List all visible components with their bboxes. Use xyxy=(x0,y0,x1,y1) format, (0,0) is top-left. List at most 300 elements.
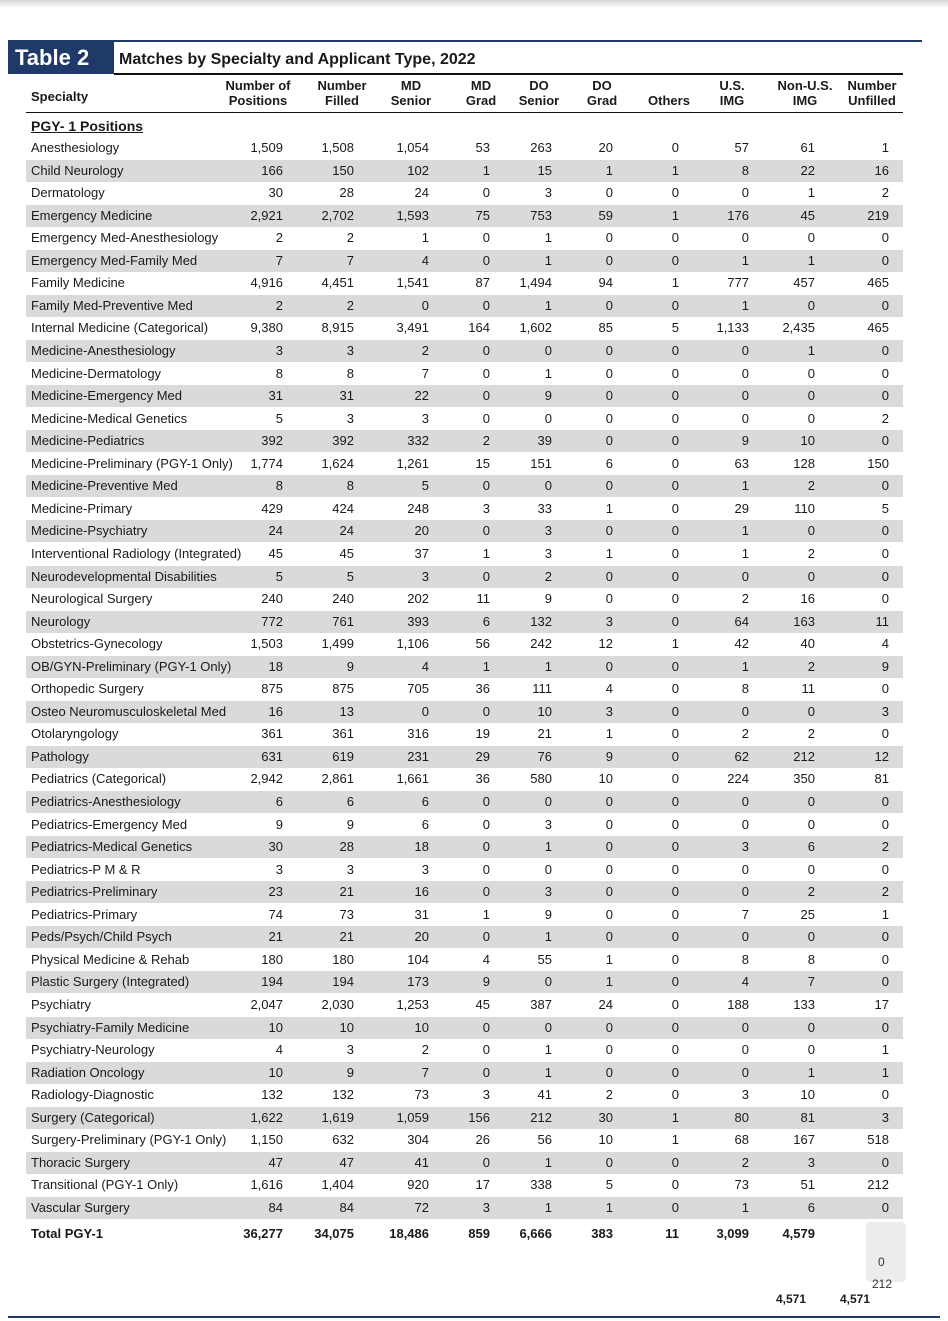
filled-cell: 84 xyxy=(339,1199,354,1215)
positions-cell: 18 xyxy=(268,658,283,674)
md-senior-cell: 20 xyxy=(414,929,429,945)
unfilled-cell: 0 xyxy=(881,726,889,742)
filled-cell: 13 xyxy=(339,703,354,719)
filled-cell: 1,508 xyxy=(321,140,354,155)
specialty-cell: Emergency Med-Anesthesiology xyxy=(31,230,219,246)
filled-cell: 47 xyxy=(339,1154,354,1170)
md-grad-cell: 156 xyxy=(468,1109,490,1125)
positions-cell: 875 xyxy=(261,681,283,697)
us-img-cell: 8 xyxy=(741,162,749,178)
md-senior-cell: 1,541 xyxy=(396,275,429,291)
md-senior-cell: 18 xyxy=(414,839,429,855)
do-grad-cell: 1 xyxy=(605,951,613,967)
specialty-cell: Peds/Psych/Child Psych xyxy=(31,929,172,945)
md-senior-cell: 0 xyxy=(421,297,429,313)
others-cell: 0 xyxy=(671,771,679,787)
unfilled-cell: 1 xyxy=(881,140,889,155)
non-us-img-cell: 2 xyxy=(807,884,815,900)
md-senior-cell: 3 xyxy=(421,568,429,584)
non-us-img-cell: 45 xyxy=(800,207,815,223)
md-grad-cell: 75 xyxy=(475,207,490,223)
md-senior-cell: 4 xyxy=(421,252,429,268)
do-grad-cell: 59 xyxy=(598,207,613,223)
positions-cell: 24 xyxy=(268,523,283,539)
filled-cell: 8 xyxy=(346,478,354,494)
others-cell: 0 xyxy=(671,884,679,900)
others-cell: 0 xyxy=(671,433,679,449)
others-cell: 0 xyxy=(671,1042,679,1057)
us-img-cell: 0 xyxy=(741,1042,749,1057)
table-row xyxy=(26,768,903,790)
md-grad-cell: 0 xyxy=(482,568,490,584)
do-senior-cell: 1 xyxy=(544,658,552,674)
table-tag: Table 2 xyxy=(8,42,114,74)
table-row xyxy=(26,340,903,362)
total-row xyxy=(26,1223,903,1245)
unfilled-cell: 5 xyxy=(881,500,889,516)
filled-cell: 392 xyxy=(332,433,354,449)
md-senior-cell: 73 xyxy=(414,1087,429,1103)
md-grad-cell: 164 xyxy=(468,320,490,336)
filled-cell: 4,451 xyxy=(321,275,354,291)
positions-cell: 240 xyxy=(261,591,283,606)
positions-cell: 30 xyxy=(268,839,283,855)
us-img-cell: 1 xyxy=(741,252,749,268)
unfilled-cell: 0 xyxy=(881,230,889,246)
md-senior-cell: 2 xyxy=(421,1042,429,1057)
unfilled-cell: 219 xyxy=(867,207,889,223)
do-senior-cell: 2 xyxy=(544,568,552,584)
do-senior-cell: 3 xyxy=(544,884,552,900)
do-grad-cell: 1 xyxy=(605,974,613,990)
filled-cell: 2,861 xyxy=(321,771,354,787)
md-grad-cell: 0 xyxy=(482,1064,490,1080)
md-grad-cell: 1 xyxy=(482,162,490,178)
us-img-cell: 777 xyxy=(727,275,749,291)
us-img-cell: 1 xyxy=(741,1199,749,1215)
specialty-cell: Transitional (PGY-1 Only) xyxy=(31,1177,179,1193)
non-us-img-cell: 163 xyxy=(793,613,815,629)
do-grad-cell: 0 xyxy=(605,1042,613,1057)
md-grad-cell: 36 xyxy=(475,681,490,697)
others-cell: 0 xyxy=(671,478,679,494)
table-row xyxy=(26,137,903,159)
do-senior-cell: 387 xyxy=(530,996,552,1012)
us-img-cell: 224 xyxy=(727,771,749,787)
md-grad-cell: 0 xyxy=(482,388,490,404)
positions-cell: 10 xyxy=(268,1019,283,1035)
table-row xyxy=(26,611,903,633)
unfilled-cell: 0 xyxy=(881,433,889,449)
positions-cell: 16 xyxy=(268,703,283,719)
filled-cell: 2 xyxy=(346,297,354,313)
do-senior-cell: 338 xyxy=(530,1177,552,1193)
specialty-cell: Pediatrics-Primary xyxy=(31,906,138,922)
positions-cell: 36,277 xyxy=(243,1226,283,1242)
specialty-cell: Medicine-Dermatology xyxy=(31,365,162,381)
unfilled-cell: 9 xyxy=(881,658,889,674)
non-us-img-cell: 128 xyxy=(793,455,815,471)
do-senior-cell: 21 xyxy=(537,726,552,742)
md-grad-cell: 53 xyxy=(475,140,490,155)
non-us-img-cell: 350 xyxy=(793,771,815,787)
specialty-cell: Child Neurology xyxy=(31,162,124,178)
unfilled-cell: 1 xyxy=(881,1042,889,1057)
md-grad-cell: 45 xyxy=(475,996,490,1012)
do-grad-cell: 94 xyxy=(598,275,613,291)
specialty-cell: Orthopedic Surgery xyxy=(31,681,144,697)
header-others: Others xyxy=(648,93,690,108)
md-grad-cell: 0 xyxy=(482,343,490,358)
table-row xyxy=(26,1129,903,1151)
non-us-img-cell: 7 xyxy=(807,974,815,990)
others-cell: 1 xyxy=(671,162,679,178)
do-grad-cell: 0 xyxy=(605,343,613,358)
table-row xyxy=(26,949,903,971)
do-grad-cell: 0 xyxy=(605,1019,613,1035)
positions-cell: 392 xyxy=(261,433,283,449)
table-row xyxy=(26,317,903,339)
positions-cell: 84 xyxy=(268,1199,283,1215)
do-grad-cell: 3 xyxy=(605,703,613,719)
filled-cell: 875 xyxy=(332,681,354,697)
others-cell: 0 xyxy=(671,500,679,516)
non-us-img-cell: 0 xyxy=(807,365,815,381)
us-img-cell: 0 xyxy=(741,1019,749,1035)
unfilled-cell: 0 xyxy=(881,1199,889,1215)
us-img-cell: 0 xyxy=(741,861,749,877)
specialty-cell: Psychiatry-Family Medicine xyxy=(31,1019,190,1035)
header-filled: Number Filled xyxy=(317,78,367,108)
top-edge-shadow xyxy=(0,0,948,8)
non-us-img-cell: 0 xyxy=(807,816,815,832)
others-cell: 0 xyxy=(671,929,679,945)
md-grad-cell: 29 xyxy=(475,748,490,764)
others-cell: 0 xyxy=(671,839,679,855)
table-row xyxy=(26,1084,903,1106)
non-us-img-cell: 0 xyxy=(807,230,815,246)
do-senior-cell: 242 xyxy=(530,636,552,652)
do-grad-cell: 0 xyxy=(605,839,613,855)
unfilled-cell: 0 xyxy=(881,1154,889,1170)
us-img-cell: 1 xyxy=(741,478,749,494)
md-grad-cell: 1 xyxy=(482,545,490,561)
others-cell: 1 xyxy=(671,1132,679,1148)
md-grad-cell: 0 xyxy=(482,839,490,855)
table-row xyxy=(26,1197,903,1219)
us-img-cell: 42 xyxy=(734,636,749,652)
table-row xyxy=(26,1107,903,1129)
table-row xyxy=(26,791,903,813)
image-smudge xyxy=(866,1222,906,1282)
md-grad-cell: 1 xyxy=(482,658,490,674)
md-grad-cell: 0 xyxy=(482,365,490,381)
md-senior-cell: 22 xyxy=(414,388,429,404)
others-cell: 0 xyxy=(671,185,679,201)
unfilled-cell: 150 xyxy=(867,455,889,471)
filled-cell: 28 xyxy=(339,839,354,855)
filled-cell: 194 xyxy=(332,974,354,990)
do-senior-cell: 1 xyxy=(544,1154,552,1170)
non-us-img-cell: 51 xyxy=(800,1177,815,1193)
section-title: PGY- 1 Positions xyxy=(31,118,144,134)
filled-cell: 34,075 xyxy=(314,1226,354,1242)
specialty-cell: Physical Medicine & Rehab xyxy=(31,951,190,967)
table-row xyxy=(26,746,903,768)
others-cell: 0 xyxy=(671,1019,679,1035)
non-us-img-cell: 1 xyxy=(807,185,815,201)
do-senior-cell: 1 xyxy=(544,252,552,268)
others-cell: 0 xyxy=(671,343,679,358)
non-us-img-cell: 25 xyxy=(800,906,815,922)
us-img-cell: 2 xyxy=(741,726,749,742)
filled-cell: 8,915 xyxy=(321,320,354,336)
table-row xyxy=(26,295,903,317)
non-us-img-cell: 0 xyxy=(807,297,815,313)
md-senior-cell: 1 xyxy=(421,230,429,246)
us-img-cell: 1 xyxy=(741,523,749,539)
md-grad-cell: 0 xyxy=(482,794,490,809)
specialty-cell: Medicine-Medical Genetics xyxy=(31,410,188,426)
unfilled-cell: 0 xyxy=(881,478,889,494)
md-senior-cell: 393 xyxy=(407,613,429,629)
specialty-cell: Dermatology xyxy=(31,185,105,201)
header-md-senior: MD Senior xyxy=(390,78,432,108)
others-cell: 5 xyxy=(671,320,679,336)
others-cell: 0 xyxy=(671,1177,679,1193)
do-senior-cell: 0 xyxy=(544,861,552,877)
do-senior-cell: 1,494 xyxy=(519,275,552,291)
md-grad-cell: 11 xyxy=(476,591,490,606)
specialty-cell: Pediatrics-Medical Genetics xyxy=(31,839,193,855)
non-us-img-cell: 0 xyxy=(807,794,815,809)
filled-cell: 7 xyxy=(346,252,354,268)
us-img-cell: 2 xyxy=(741,1154,749,1170)
others-cell: 0 xyxy=(671,545,679,561)
us-img-cell: 0 xyxy=(741,884,749,900)
others-cell: 0 xyxy=(671,1199,679,1215)
title-rule xyxy=(114,73,903,75)
specialty-cell: Medicine-Anesthesiology xyxy=(31,343,176,358)
unfilled-cell: 17 xyxy=(874,996,889,1012)
md-senior-cell: 6 xyxy=(421,794,429,809)
md-senior-cell: 102 xyxy=(407,162,429,178)
unfilled-cell: 0 xyxy=(881,545,889,561)
non-us-img-cell: 40 xyxy=(800,636,815,652)
others-cell: 0 xyxy=(671,613,679,629)
do-senior-cell: 1 xyxy=(544,839,552,855)
do-senior-cell: 3 xyxy=(544,185,552,201)
unfilled-cell: 0 xyxy=(881,591,889,606)
do-senior-cell: 3 xyxy=(544,545,552,561)
do-grad-cell: 0 xyxy=(605,591,613,606)
md-senior-cell: 31 xyxy=(414,906,429,922)
non-us-img-cell: 0 xyxy=(807,1042,815,1057)
filled-cell: 1,619 xyxy=(321,1109,354,1125)
non-us-img-cell: 0 xyxy=(807,1019,815,1035)
md-senior-cell: 18,486 xyxy=(389,1226,429,1242)
do-senior-cell: 0 xyxy=(544,343,552,358)
md-senior-cell: 3 xyxy=(421,410,429,426)
do-senior-cell: 111 xyxy=(532,681,552,697)
us-img-cell: 0 xyxy=(741,703,749,719)
others-cell: 0 xyxy=(671,703,679,719)
others-cell: 1 xyxy=(671,275,679,291)
do-senior-cell: 76 xyxy=(537,748,552,764)
md-senior-cell: 1,059 xyxy=(396,1109,429,1125)
filled-cell: 8 xyxy=(346,365,354,381)
md-grad-cell: 0 xyxy=(482,1154,490,1170)
specialty-cell: Obstetrics-Gynecology xyxy=(31,636,163,652)
unfilled-cell: 0 xyxy=(881,1019,889,1035)
non-us-img-cell: 110 xyxy=(794,500,815,516)
positions-cell: 31 xyxy=(268,388,283,404)
specialty-cell: Medicine-Preliminary (PGY-1 Only) xyxy=(31,455,233,471)
md-grad-cell: 15 xyxy=(475,455,490,471)
do-grad-cell: 4 xyxy=(605,681,613,697)
others-cell: 0 xyxy=(671,523,679,539)
do-grad-cell: 1 xyxy=(605,500,613,516)
filled-cell: 3 xyxy=(346,410,354,426)
do-senior-cell: 10 xyxy=(537,703,552,719)
others-cell: 0 xyxy=(671,951,679,967)
non-us-img-cell: 81 xyxy=(800,1109,815,1125)
md-grad-cell: 1 xyxy=(482,906,490,922)
unfilled-cell: 0 xyxy=(881,794,889,809)
specialty-cell: Neurological Surgery xyxy=(31,591,153,606)
header-unfilled: Number Unfilled xyxy=(847,78,897,108)
do-senior-cell: 15 xyxy=(537,162,552,178)
specialty-cell: Surgery-Preliminary (PGY-1 Only) xyxy=(31,1132,227,1148)
us-img-cell: 3 xyxy=(741,1087,749,1103)
table-row xyxy=(26,656,903,678)
specialty-cell: Pediatrics (Categorical) xyxy=(31,771,167,787)
positions-cell: 3 xyxy=(275,343,283,358)
header-positions: Number of Positions xyxy=(225,78,291,108)
table-row xyxy=(26,160,903,182)
specialty-cell: Neurodevelopmental Disabilities xyxy=(31,568,217,584)
us-img-cell: 188 xyxy=(727,996,749,1012)
others-cell: 0 xyxy=(671,230,679,246)
non-us-img-cell: 61 xyxy=(800,140,815,155)
others-cell: 0 xyxy=(671,748,679,764)
do-senior-cell: 0 xyxy=(544,794,552,809)
specialty-cell: OB/GYN-Preliminary (PGY-1 Only) xyxy=(31,658,232,674)
footer-zero: 0 xyxy=(878,1255,885,1269)
us-img-cell: 0 xyxy=(741,929,749,945)
unfilled-cell: 0 xyxy=(881,816,889,832)
do-grad-cell: 0 xyxy=(605,478,613,494)
table-row xyxy=(26,971,903,993)
positions-cell: 194 xyxy=(261,974,283,990)
md-senior-cell: 2 xyxy=(421,343,429,358)
specialty-cell: Pediatrics-Emergency Med xyxy=(31,816,188,832)
md-senior-cell: 1,253 xyxy=(396,996,429,1012)
non-us-img-cell: 10 xyxy=(800,433,815,449)
table-row xyxy=(26,1174,903,1196)
filled-cell: 73 xyxy=(339,906,354,922)
table-row xyxy=(26,881,903,903)
table-row xyxy=(26,250,903,272)
non-us-img-cell: 0 xyxy=(807,568,815,584)
non-us-img-cell: 2 xyxy=(807,726,815,742)
table-row xyxy=(26,701,903,723)
specialty-cell: Thoracic Surgery xyxy=(31,1154,130,1170)
header-non-us-img: Non-U.S. IMG xyxy=(777,78,833,108)
unfilled-cell: 0 xyxy=(881,252,889,268)
header-rule-bottom xyxy=(26,112,903,113)
do-senior-cell: 9 xyxy=(544,906,552,922)
us-img-cell: 29 xyxy=(734,500,749,516)
do-grad-cell: 0 xyxy=(605,906,613,922)
do-grad-cell: 10 xyxy=(598,771,613,787)
specialty-cell: Psychiatry-Neurology xyxy=(31,1042,155,1057)
others-cell: 0 xyxy=(671,996,679,1012)
positions-cell: 5 xyxy=(275,410,283,426)
md-grad-cell: 9 xyxy=(482,974,490,990)
table-row xyxy=(26,588,903,610)
specialty-cell: Plastic Surgery (Integrated) xyxy=(31,974,190,990)
positions-cell: 2 xyxy=(275,297,283,313)
do-senior-cell: 9 xyxy=(544,388,552,404)
positions-cell: 9,380 xyxy=(250,320,283,336)
others-cell: 0 xyxy=(671,1154,679,1170)
specialty-cell: Radiation Oncology xyxy=(31,1064,145,1080)
non-us-img-cell: 133 xyxy=(793,996,815,1012)
md-senior-cell: 3 xyxy=(421,861,429,877)
us-img-cell: 80 xyxy=(734,1109,749,1125)
specialty-cell: Family Medicine xyxy=(31,275,125,291)
positions-cell: 1,622 xyxy=(250,1109,283,1125)
non-us-img-cell: 2 xyxy=(807,545,815,561)
others-cell: 0 xyxy=(671,974,679,990)
specialty-cell: Psychiatry xyxy=(31,996,91,1012)
do-grad-cell: 0 xyxy=(605,365,613,381)
us-img-cell: 1 xyxy=(741,545,749,561)
specialty-cell: Pediatrics-Anesthesiology xyxy=(31,794,181,809)
do-grad-cell: 0 xyxy=(605,185,613,201)
positions-cell: 2,047 xyxy=(250,996,283,1012)
table-row xyxy=(26,904,903,926)
do-grad-cell: 0 xyxy=(605,1064,613,1080)
header-us-img: U.S. IMG xyxy=(719,78,745,108)
do-grad-cell: 0 xyxy=(605,794,613,809)
filled-cell: 761 xyxy=(332,613,354,629)
us-img-cell: 63 xyxy=(734,455,749,471)
table-title: Matches by Specialty and Applicant Type, 2022 xyxy=(119,51,476,68)
positions-cell: 10 xyxy=(268,1064,283,1080)
do-senior-cell: 263 xyxy=(530,140,552,155)
table-row xyxy=(26,385,903,407)
table-row xyxy=(26,475,903,497)
md-senior-cell: 16 xyxy=(414,884,429,900)
non-us-img-cell: 0 xyxy=(807,703,815,719)
others-cell: 0 xyxy=(671,388,679,404)
positions-cell: 631 xyxy=(261,748,283,764)
positions-cell: 8 xyxy=(275,365,283,381)
do-senior-cell: 1 xyxy=(544,1042,552,1057)
positions-cell: 3 xyxy=(275,861,283,877)
table-row xyxy=(26,1152,903,1174)
us-img-cell: 0 xyxy=(741,388,749,404)
filled-cell: 5 xyxy=(346,568,354,584)
filled-cell: 424 xyxy=(332,500,354,516)
specialty-cell: Pediatrics-Preliminary xyxy=(31,884,158,900)
table-row xyxy=(26,543,903,565)
filled-cell: 2,030 xyxy=(321,996,354,1012)
filled-cell: 619 xyxy=(332,748,354,764)
md-grad-cell: 36 xyxy=(475,771,490,787)
